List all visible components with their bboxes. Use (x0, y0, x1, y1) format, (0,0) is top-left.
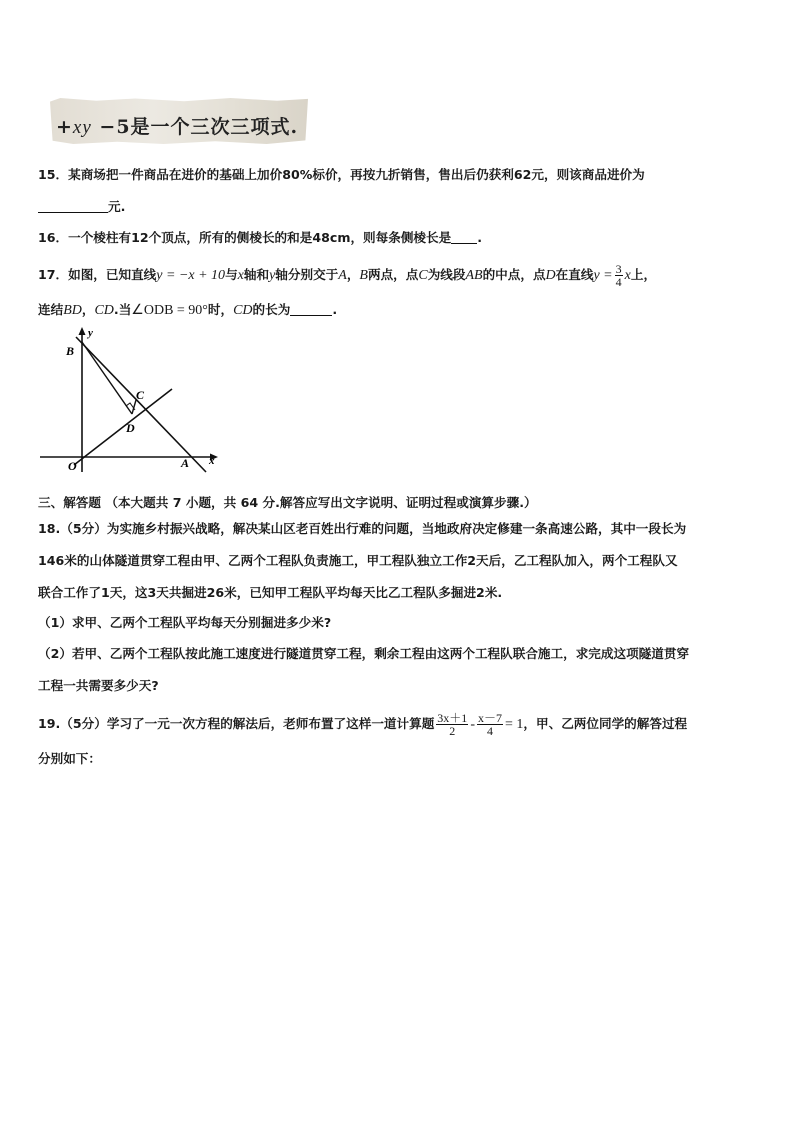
q19-fraction-2-numerator: x－7 (477, 711, 502, 725)
clipping-term: xy (72, 117, 92, 138)
q17-fraction-denominator: 4 (615, 275, 622, 289)
q17-fraction-numerator: 3 (615, 262, 622, 276)
q15-line2 (38, 198, 125, 216)
q17-segment-BD: BD (63, 303, 82, 318)
q17-text-g: 为线段 (427, 267, 466, 282)
q19-fraction-1-denominator: 2 (449, 724, 456, 738)
q18-line1: 18.（5分）为实施乡村振兴战略，解决某山区老百姓出行难的问题，当地政府决定修建一条高速公路，其中一段长为 (38, 521, 687, 536)
label-x-axis: x (209, 455, 215, 467)
clipping-text (56, 112, 298, 139)
q17-segment-AB: AB (465, 268, 483, 283)
q17-text-b: 与 (225, 267, 238, 282)
q17-answer-blank (290, 301, 332, 316)
q17-angle-condition: ∠ODB = 90° (131, 303, 208, 318)
q19-minus: - (470, 717, 475, 732)
label-point-A: A (181, 456, 190, 470)
label-y-axis: y (88, 327, 93, 339)
q17-text-c: 轴和 (243, 267, 270, 282)
q17-text-a: 17．如图，已知直线 (38, 267, 157, 282)
q17-equation-line1: y = −x + 10 (156, 268, 226, 283)
q17-l2-text-e: 的长为 (252, 302, 291, 317)
label-point-C: C (136, 388, 145, 402)
q17-text-d: 轴分别交于 (275, 267, 339, 282)
label-point-D: D (126, 421, 135, 435)
label-point-B: B (66, 344, 75, 358)
clipping-rest: −5是一个三次三项式. (91, 116, 299, 138)
q17-line1 (38, 263, 656, 288)
q17-var-y: y (269, 268, 276, 283)
q19-text-a: 19.（5分）学习了一元一次方程的解法后，老师布置了这样一道计算题 (38, 716, 435, 731)
q15-suffix: 元. (108, 199, 126, 214)
q19-equals-one: = 1 (505, 717, 524, 732)
q18-line2: 146米的山体隧道贯穿工程由甲、乙两个工程队负责施工，甲工程队独立工作2天后，乙工程队加入，两个工程队又 (38, 553, 678, 568)
q16-text: 16．一个棱柱有12个顶点，所有的侧棱长的和是48cm，则每条侧棱长是 (38, 230, 452, 245)
q17-line2 (38, 301, 337, 320)
q17-text-f: 两点，点 (367, 267, 419, 282)
y-axis-arrow (79, 327, 86, 335)
q17-text-j: 上， (630, 267, 657, 282)
q17-l2-text-d: 时， (207, 302, 234, 317)
q18-sub1: （1）求甲、乙两个工程队平均每天分别掘进多少米? (38, 615, 332, 630)
q17-equation-line2-right: x (624, 268, 631, 283)
q19-fraction-2 (477, 712, 503, 737)
q16-answer-blank (451, 229, 477, 244)
q18-line3: 联合工作了1天，这3天共掘进26米，已知甲工程队平均每天比乙工程队多掘进2米. (38, 585, 503, 600)
q17-text-e: ， (346, 267, 360, 282)
q17-point-D: D (545, 268, 556, 283)
q17-equation-line2-left: y = (593, 268, 613, 283)
q19-fraction-1 (436, 712, 468, 737)
q15-answer-blank (38, 198, 108, 213)
q19-line1 (38, 712, 687, 737)
q17-l2-text-f: . (332, 302, 338, 317)
line-AB (76, 337, 206, 472)
q18-sub2-line1: （2）若甲、乙两个工程队按此施工速度进行隧道贯穿工程，剩余工程由这两个工程队联合施工，求完成这项隧道贯穿 (38, 646, 690, 661)
q17-l2-text-c: .当 (113, 302, 132, 317)
section3-title: 三、解答题 (38, 495, 101, 510)
q17-segment-CD: CD (94, 303, 114, 318)
q17-point-C: C (418, 268, 428, 283)
label-point-O: O (68, 459, 77, 473)
q15-line1: 15．某商场把一件商品在进价的基础上加价80%标价，再按九折销售，售出后仍获利62元，则该商品进价为 (38, 167, 645, 182)
q17-figure (36, 322, 222, 482)
q19-fraction-1-numerator: 3x＋1 (437, 711, 468, 725)
q17-fraction (615, 263, 623, 288)
q17-l2-text-a: 连结 (38, 302, 64, 317)
segment-BD (82, 342, 132, 414)
q17-point-A: A (338, 268, 347, 283)
q17-text-h: 的中点，点 (482, 267, 546, 282)
section3-header (38, 494, 537, 512)
q18-sub2-line2: 工程一共需要多少天? (38, 678, 159, 693)
q19-line2: 分别如下： (38, 751, 101, 766)
q17-text-i: 在直线 (555, 267, 594, 282)
clipping-prefix: + (56, 116, 73, 138)
q17-var-x: x (237, 268, 244, 283)
section3-note: （本大题共 7 小题，共 64 分.解答应写出文字说明、证明过程或演算步骤.） (105, 495, 537, 510)
q17-segment-CD-2: CD (233, 303, 253, 318)
q17-point-B: B (359, 268, 368, 283)
q16-line (38, 229, 482, 247)
q16-suffix: . (477, 230, 482, 245)
q17-l2-text-b: ， (81, 302, 95, 317)
q19-text-b: ，甲、乙两位同学的解答过程 (523, 716, 688, 731)
q19-fraction-2-denominator: 4 (486, 724, 493, 738)
